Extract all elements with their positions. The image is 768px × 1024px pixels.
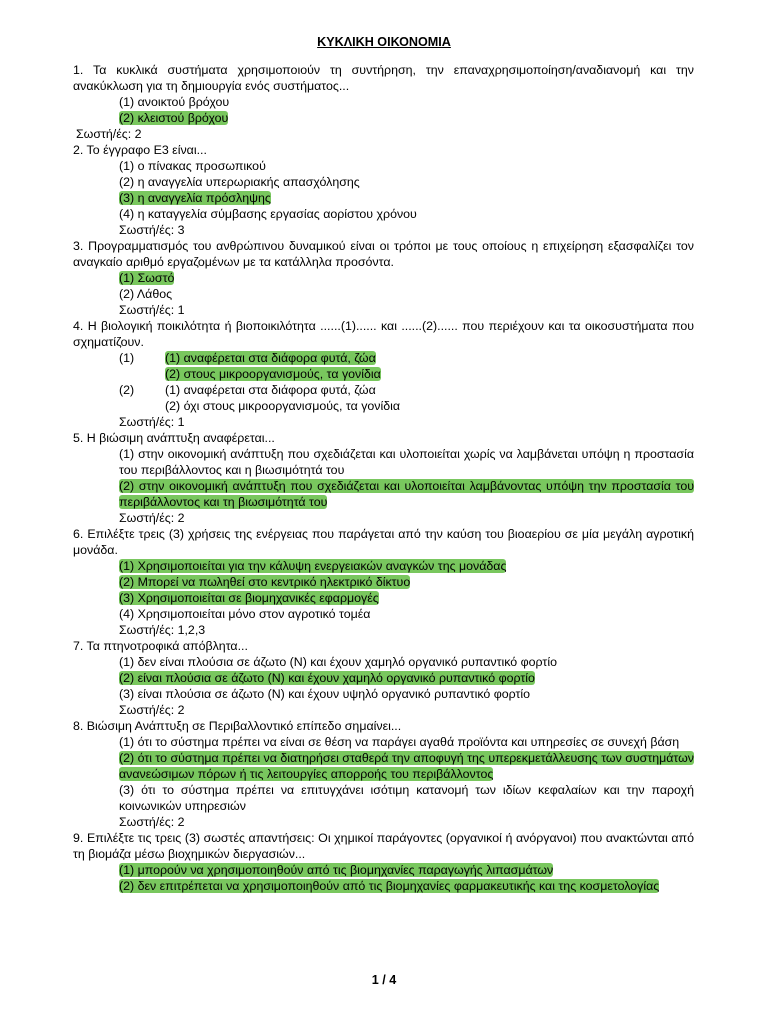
correct-highlight: (2) ότι το σύστημα πρέπει να διατηρήσει σταθερά την αποφυγή της υπερεκμετάλλευσης των συστημάτων ανανεώσιμων πόρων ή τις λειτουργίες απορροής του περιβάλλοντος <box>119 751 694 781</box>
question-2-option-4: (4) η καταγγελία σύμβασης εργασίας αορίστου χρόνου <box>119 207 417 221</box>
question-5-text: 5. Η βιώσιμη ανάπτυξη αναφέρεται... <box>73 431 275 445</box>
correct-highlight: (1) αναφέρεται στα διάφορα φυτά, ζώα <box>165 351 376 365</box>
question-8-option-3: (3) ότι το σύστημα πρέπει να επιτυγχάνει ισότιμη κατανομή των ιδίων κεφαλαίων και την παροχή κοινωνικών υπηρεσιών <box>119 783 694 813</box>
correct-highlight: (1) Σωστό <box>119 271 175 285</box>
question-5-option-1: (1) στην οικονομική ανάπτυξη που σχεδιάζεται και υλοποιείται χωρίς να λαμβάνεται υπόψη η προστασία του περιβάλλοντος και η βιωσιμότητά του <box>119 447 694 477</box>
question-8-option-2 <box>73 750 694 782</box>
correct-highlight: (2) στην οικονομική ανάπτυξη που σχεδιάζεται και υλοποιείται λαμβάνοντας υπόψη την προστασία του περιβάλλοντος και τη βιωσιμότητά του <box>119 479 694 509</box>
correct-highlight: (2) στους μικροοργανισμούς, τα γονίδια <box>165 367 381 381</box>
question-6-option-3 <box>73 590 694 606</box>
page-title: ΚΥΚΛΙΚΗ ΟΙΚΟΝΟΜΙΑ <box>317 35 451 49</box>
question-8-text: 8. Βιώσιμη Ανάπτυξη σε Περιβαλλοντικό επίπεδο σημαίνει... <box>73 719 402 733</box>
question-6-option-4: (4) Χρησιμοποιείται μόνο στον αγροτικό τομέα <box>119 607 371 621</box>
question-3-option-2: (2) Λάθος <box>119 287 173 301</box>
question-3-text: 3. Προγραμματισμός του ανθρώπινου δυναμικού είναι οι τρόποι με τους οποίους η επιχείρηση εξασφαλίζει τον αναγκαίο αριθμό εργαζομένων με τα κατάλληλα προσόντα. <box>73 239 694 269</box>
question-7-option-3: (3) είναι πλούσια σε άζωτο (N) και έχουν υψηλό οργανικό ρυπαντικό φορτίο <box>119 687 531 701</box>
correct-highlight: (1) Χρησιμοποιείται για την κάλυψη ενεργειακών αναγκών της μονάδας <box>119 559 507 573</box>
question-4-option-2: (2) (1) αναφέρεται στα διάφορα φυτά, ζώα (2) όχι στους μικροοργανισμούς, τα γονίδια <box>73 382 694 414</box>
option-number: (1) <box>119 351 135 365</box>
correct-highlight: (3) η αναγγελία πρόσληψης <box>119 191 271 205</box>
question-6-option-2 <box>73 574 694 590</box>
question-4-text: 4. Η βιολογική ποικιλότητα ή βιοποικιλότητα ......(1)...... και ......(2)...... που περιέχουν και τα οικοσυστήματα που σχηματίζουν. <box>73 319 694 349</box>
question-1-option-2 <box>73 110 694 126</box>
question-8-option-1: (1) ότι το σύστημα πρέπει να είναι σε θέση να παράγει αγαθά προϊόντα και υπηρεσίες σε συνεχή βάση <box>119 735 680 749</box>
question-5-answer: Σωστή/ές: 2 <box>119 511 185 525</box>
correct-highlight: (2) είναι πλούσια σε άζωτο (N) και έχουν χαμηλό οργανικό ρυπαντικό φορτίο <box>119 671 535 685</box>
question-list <box>73 62 694 894</box>
correct-highlight: (2) κλειστού βρόχου <box>119 111 229 125</box>
question-6-answer: Σωστή/ές: 1,2,3 <box>119 623 206 637</box>
page-number: 1 / 4 <box>371 973 397 987</box>
question-5-option-2 <box>73 478 694 510</box>
question-3-option-1 <box>73 270 694 286</box>
correct-highlight: (3) Χρησιμοποιείται σε βιομηχανικές εφαρμογές <box>119 591 379 605</box>
question-4-option-1 <box>73 350 694 382</box>
question-8-answer: Σωστή/ές: 2 <box>119 815 185 829</box>
correct-highlight: (1) μπορούν να χρησιμοποιηθούν από τις βιομηχανίες παραγωγής λιπασμάτων <box>119 863 554 877</box>
question-2-option-2: (2) η αναγγελία υπερωριακής απασχόλησης <box>119 175 360 189</box>
question-7-text: 7. Τα πτηνοτροφικά απόβλητα... <box>73 639 248 653</box>
question-4-answer: Σωστή/ές: 1 <box>119 415 185 429</box>
question-7-answer: Σωστή/ές: 2 <box>119 703 185 717</box>
question-2-option-3 <box>73 190 694 206</box>
question-1-text: 1. Τα κυκλικά συστήματα χρησιμοποιούν τη συντήρηση, την επαναχρησιμοποίηση/αναδιανομή και την ανακύκλωση για τη δημιουργία ενός συστήματος... <box>73 63 694 93</box>
correct-highlight: (2) δεν επιτρέπεται να χρησιμοποιηθούν από τις βιομηχανίες φαρμακευτικής και της κοσμετολογίας <box>119 879 660 893</box>
question-1-answer: Σωστή/ές: 2 <box>76 127 142 141</box>
question-2-text: 2. Το έγγραφο Ε3 είναι... <box>73 143 207 157</box>
question-7-option-2 <box>73 670 694 686</box>
question-9-text: 9. Επιλέξτε τις τρεις (3) σωστές απαντήσεις: Οι χημικοί παράγοντες (οργανικοί ή ανόργανοι) που ανακτώνται από τη βιομάζα μέσω βιοχημικών διεργασιών... <box>73 831 694 861</box>
correct-highlight: (2) Μπορεί να πωληθεί στο κεντρικό ηλεκτρικό δίκτυο <box>119 575 411 589</box>
question-9-option-2 <box>73 878 694 894</box>
option-number: (2) <box>119 383 135 397</box>
question-6-text: 6. Επιλέξτε τρεις (3) χρήσεις της ενέργειας που παράγεται από την καύση του βιοαερίου σε μία μεγάλη αγροτική μονάδα. <box>73 527 694 557</box>
question-2-answer: Σωστή/ές: 3 <box>119 223 185 237</box>
question-6-option-1 <box>73 558 694 574</box>
question-9-option-1 <box>73 862 694 878</box>
question-3-answer: Σωστή/ές: 1 <box>119 303 185 317</box>
question-2-option-1: (1) ο πίνακας προσωπικού <box>119 159 266 173</box>
question-7-option-1: (1) δεν είναι πλούσια σε άζωτο (N) και έχουν χαμηλό οργανικό ρυπαντικό φορτίο <box>119 655 557 669</box>
question-1-option-1: (1) ανοικτού βρόχου <box>119 95 230 109</box>
